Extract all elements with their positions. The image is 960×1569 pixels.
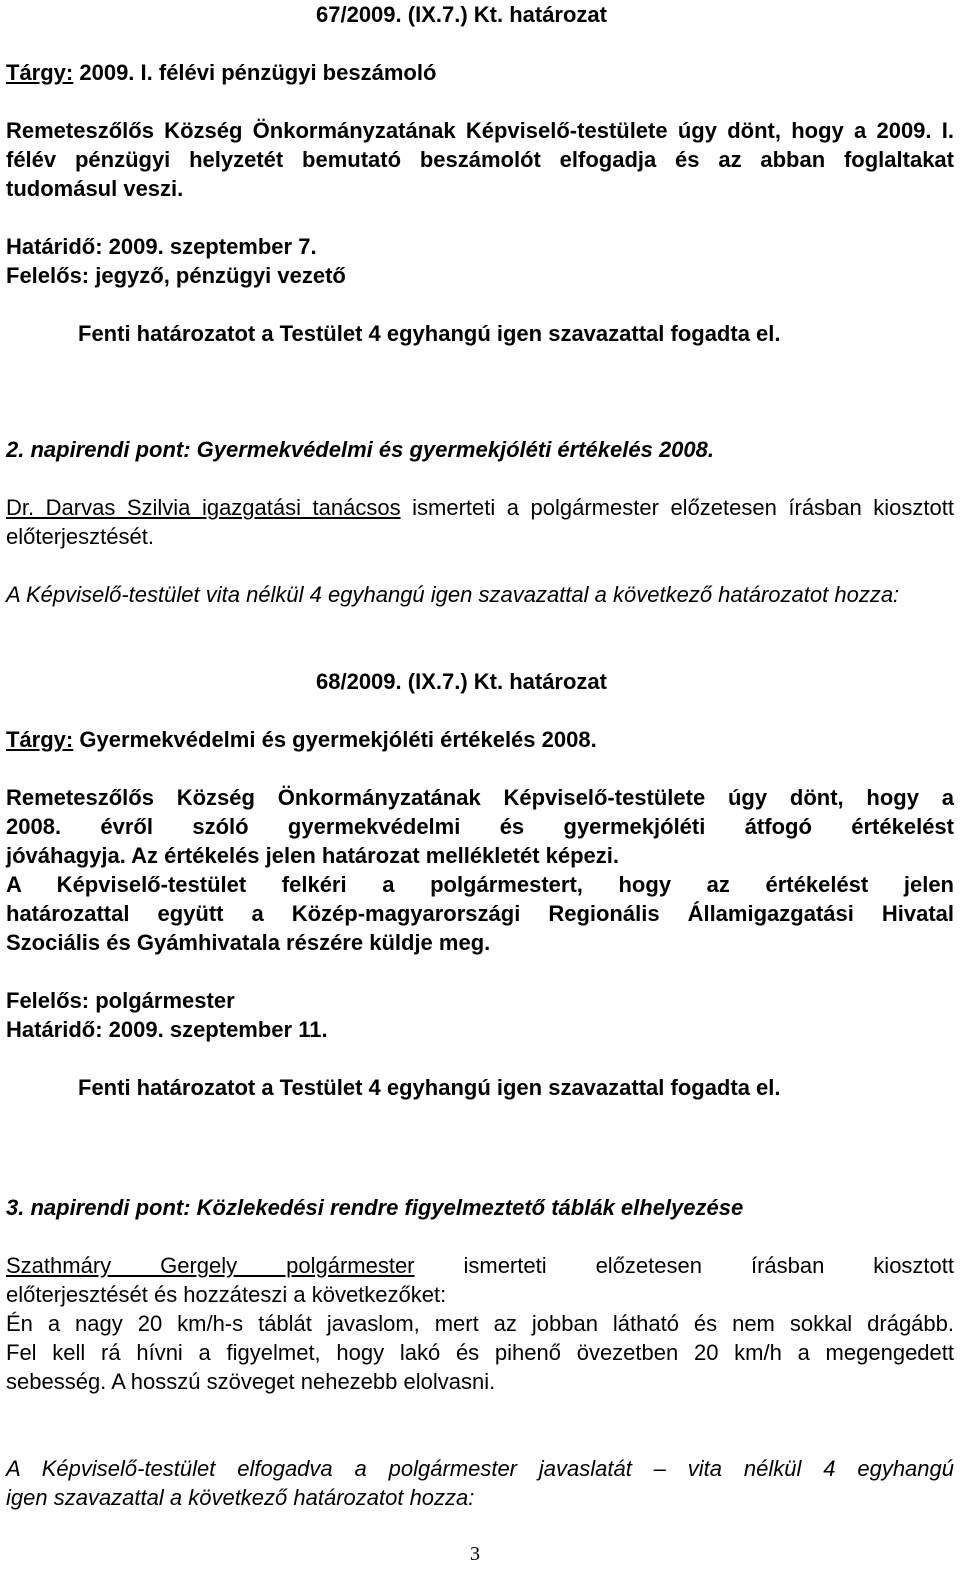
agenda-item-3-quote-line-1: Én a nagy 20 km/h-s táblát javaslom, mert az jobban látható és nem sokkal drágább. <box>6 1311 954 1336</box>
decision-67-deadline: Határidő: 2009. szeptember 7. <box>6 234 317 259</box>
decision-68-title: 68/2009. (IX.7.) Kt. határozat <box>316 669 607 694</box>
decision-68-body2-line-3: Szociális és Gyámhivatala részére küldje meg. <box>6 930 491 955</box>
decision-68-body-line-3: jóváhagyja. Az értékelés jelen határozat mellékletét képezi. <box>6 843 620 868</box>
decision-67-vote: Fenti határozatot a Testület 4 egyhangú igen szavazattal fogadta el. <box>78 321 781 346</box>
page-number: 3 <box>470 1543 480 1565</box>
presenter-text: ismerteti előzetesen írásban kiosztott <box>414 1253 955 1278</box>
subject-text: 2009. I. félévi pénzügyi beszámoló <box>73 60 437 85</box>
decision-67-subject <box>6 58 954 87</box>
decision-68-subject <box>6 725 954 754</box>
subject-label: Tárgy: <box>6 727 74 752</box>
agenda-item-3-decision-line-2: igen szavazattal a következő határozatot hozza: <box>6 1485 475 1510</box>
agenda-item-3-heading: 3. napirendi pont: Közlekedési rendre figyelmeztető táblák elhelyezése <box>6 1195 744 1220</box>
decision-68-body-line-1: Remeteszőlős Község Önkormányzatának Képviselő-testülete úgy dönt, hogy a <box>6 785 954 810</box>
presenter-text: ismerteti a polgármester előzetesen írásban kiosztott előterjesztését. <box>6 495 960 549</box>
agenda-item-3-quote-line-3: sebesség. A hosszú szöveget nehezebb elolvasni. <box>6 1369 496 1394</box>
agenda-item-3-presenter-line-1 <box>6 1251 954 1280</box>
subject-label: Tárgy: <box>6 60 74 85</box>
agenda-item-2-intro: A Képviselő-testület vita nélkül 4 egyhangú igen szavazattal a következő határozatot hozza: <box>6 582 900 607</box>
decision-68-responsible: Felelős: polgármester <box>6 988 235 1013</box>
agenda-item-2-presenter <box>6 493 960 551</box>
decision-67-responsible: Felelős: jegyző, pénzügyi vezető <box>6 263 346 288</box>
decision-68-body-line-2: 2008. évről szóló gyermekvédelmi és gyermekjóléti átfogó értékelést <box>6 814 954 839</box>
agenda-item-3-presenter-line-2: előterjesztését és hozzáteszi a következőket: <box>6 1282 447 1307</box>
decision-67-title: 67/2009. (IX.7.) Kt. határozat <box>316 2 607 27</box>
decision-68-body2-line-2: határozattal együtt a Közép-magyarországi Regionális Államigazgatási Hivatal <box>6 901 954 926</box>
decision-68-body2-line-1: A Képviselő-testület felkéri a polgármestert, hogy az értékelést jelen <box>6 872 954 897</box>
decision-68-deadline: Határidő: 2009. szeptember 11. <box>6 1017 328 1042</box>
agenda-item-3-quote-line-2: Fel kell rá hívni a figyelmet, hogy lakó és pihenő övezetben 20 km/h a megengedett <box>6 1340 954 1365</box>
agenda-item-2-heading: 2. napirendi pont: Gyermekvédelmi és gyermekjóléti értékelés 2008. <box>6 437 714 462</box>
subject-text: Gyermekvédelmi és gyermekjóléti értékelés 2008. <box>73 727 597 752</box>
presenter-name: Szathmáry Gergely polgármester <box>6 1253 415 1278</box>
agenda-item-3-decision-line-1: A Képviselő-testület elfogadva a polgármester javaslatát – vita nélkül 4 egyhangú <box>6 1456 954 1481</box>
decision-67-body: Remeteszőlős Község Önkormányzatának Képviselő-testülete úgy dönt, hogy a 2009. I. félév pénzügyi helyzetét bemutató beszámolót elfogadja és az abban foglaltakat tudomásul veszi. <box>6 118 954 201</box>
decision-68-vote: Fenti határozatot a Testület 4 egyhangú igen szavazattal fogadta el. <box>78 1075 781 1100</box>
presenter-name: Dr. Darvas Szilvia igazgatási tanácsos <box>6 495 401 520</box>
